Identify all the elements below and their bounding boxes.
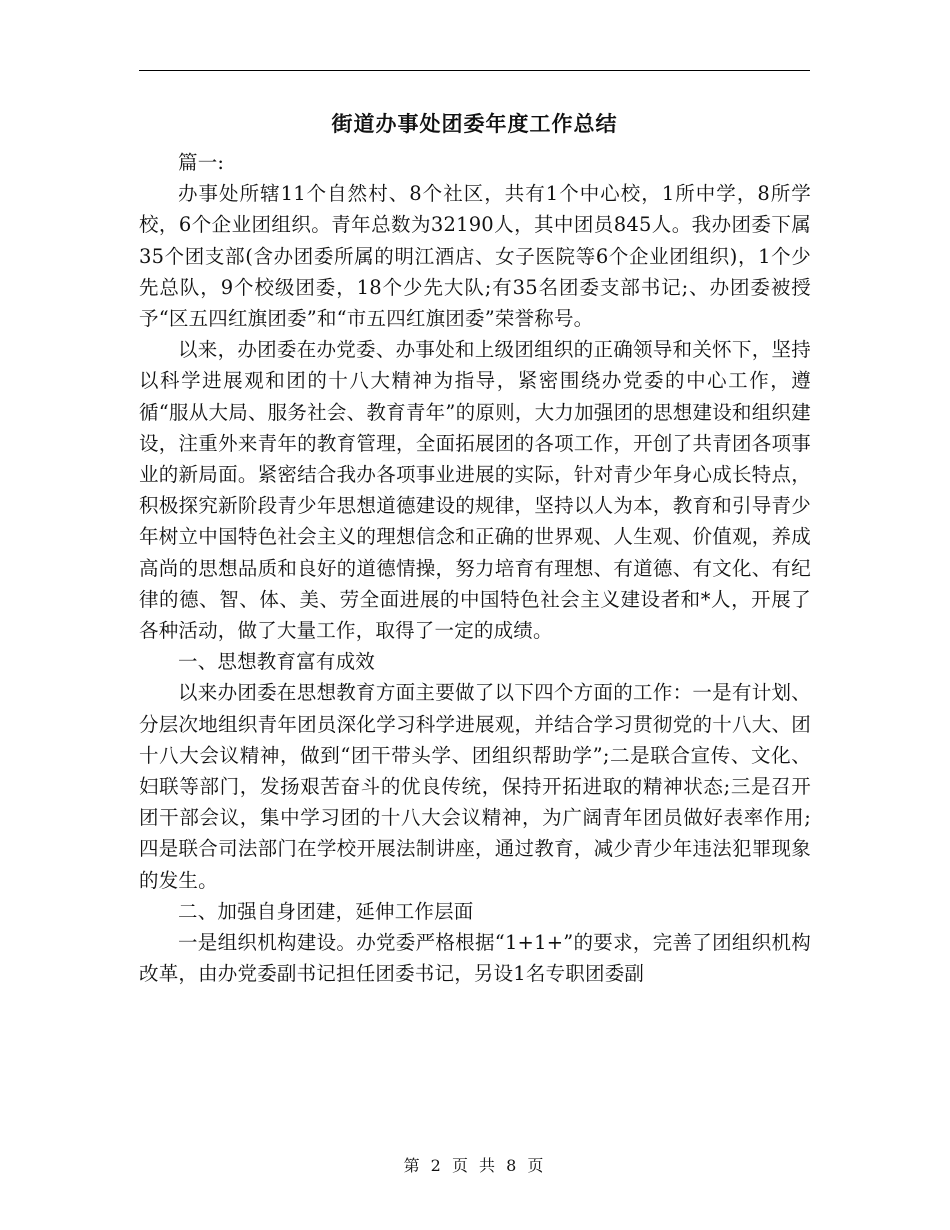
document-body (139, 147, 811, 989)
body-paragraph: 办事处所辖11个自然村、8个社区，共有1个中心校，1所中学，8所学校，6个企业团组织。青年总数为32190人，其中团员845人。我办团委下属35个团支部(含办团委所属的明江酒店、女子医院等6个企业团组织)，1个少先总队，9个校级团委，18个少先大队;有35名团委支部书记;、办团委被授予“区五四红旗团委”和“市五四红旗团委”荣誉称号。 (139, 182, 811, 331)
section-heading: 二、加强自身团建，延伸工作层面 (178, 899, 474, 923)
section-label: 篇一: (178, 151, 225, 174)
body-paragraph: 以来，办团委在办党委、办事处和上级团组织的正确领导和关怀下，坚持以科学进展观和团的十八大精神为指导，紧密围绕办党委的中心工作，遵循“服从大局、服务社会、教育青年”的原则，大力加强团的思想建设和组织建设，注重外来青年的教育管理，全面拓展团的各项工作，开创了共青团各项事业的新局面。紧密结合我办各项事业进展的实际，针对青少年身心成长特点，积极探究新阶段青少年思想道德建设的规律，坚持以人为本，教育和引导青少年树立中国特色社会主义的理想信念和正确的世界观、人生观、价值观，养成高尚的思想品质和良好的道德情操，努力培育有理想、有道德、有文化、有纪律的德、智、体、美、劳全面进展的中国特色社会主义建设者和*人，开展了各种活动，做了大量工作，取得了一定的成绩。 (139, 338, 811, 643)
body-paragraph: 一是组织机构建设。办党委严格根据“1+1+”的要求，完善了团组织机构改革，由办党委副书记担任团委书记，另设1名专职团委副 (139, 931, 811, 986)
document-title: 街道办事处团委年度工作总结 (331, 112, 618, 136)
page-number: 第 2 页 共 8 页 (403, 1156, 547, 1175)
header-rule (139, 70, 810, 71)
section-heading: 一、思想教育富有成效 (178, 650, 376, 674)
body-paragraph: 以来办团委在思想教育方面主要做了以下四个方面的工作：一是有计划、分层次地组织青年团员深化学习科学进展观，并结合学习贯彻党的十八大、团十八大会议精神，做到“团干带头学、团组织帮助学”;二是联合宣传、文化、妇联等部门，发扬艰苦奋斗的优良传统，保持开拓进取的精神状态;三是召开团干部会议，集中学习团的十八大会议精神，为广阔青年团员做好表率作用;四是联合司法部门在学校开展法制讲座，通过教育，减少青少年违法犯罪现象的发生。 (139, 681, 811, 892)
